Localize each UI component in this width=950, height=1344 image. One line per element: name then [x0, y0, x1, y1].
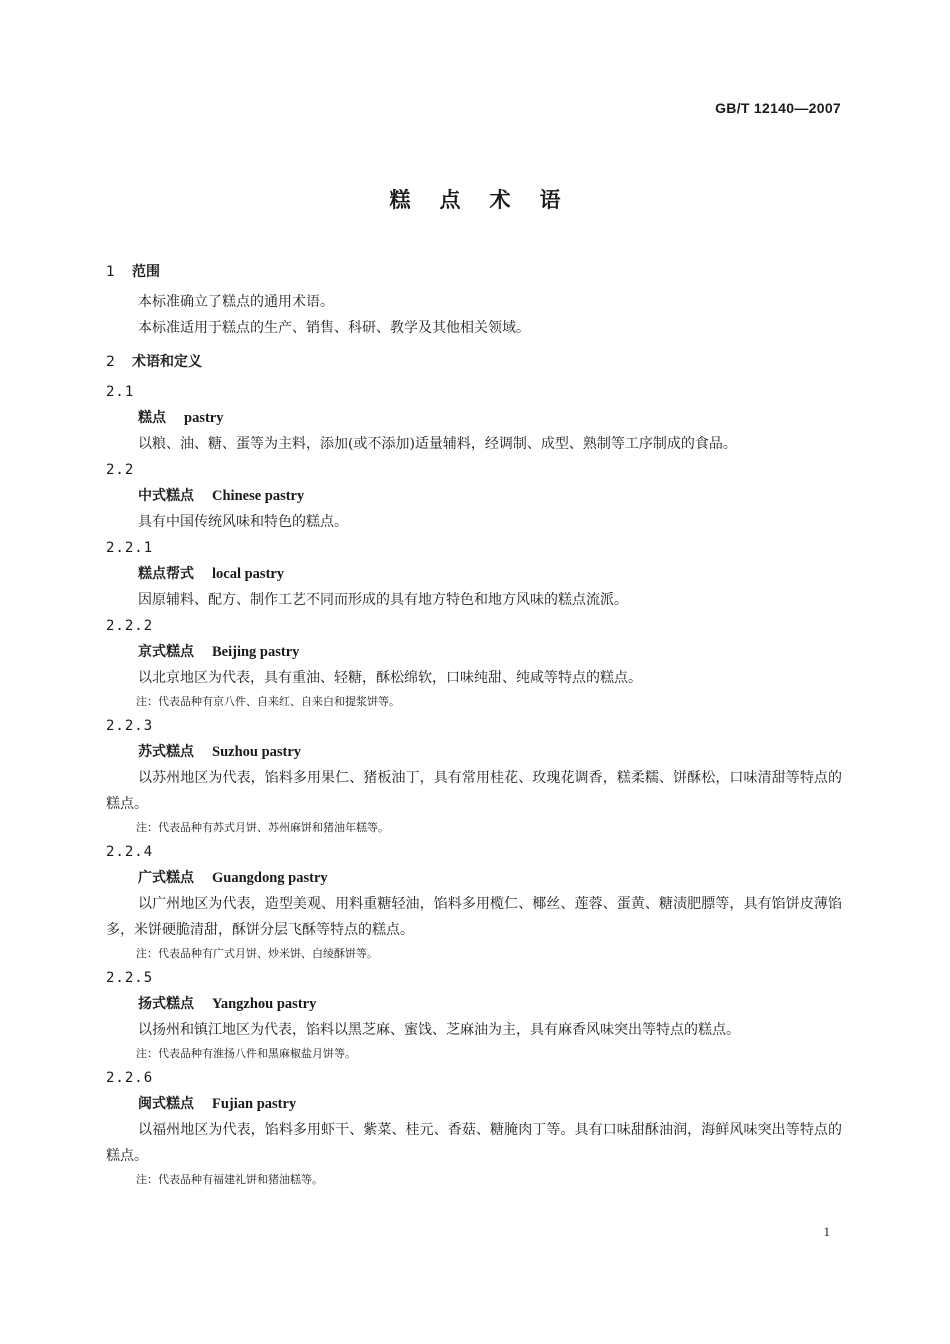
term-definition: 以北京地区为代表，具有重油、轻糖，酥松绵软，口味纯甜、纯咸等特点的糕点。 — [138, 670, 642, 686]
term-number: 2.2.6 — [106, 1070, 154, 1086]
term-name — [106, 483, 842, 509]
term-number: 2.2.2 — [106, 618, 154, 634]
term-name — [106, 639, 842, 665]
term-name — [106, 561, 842, 587]
term-entry — [106, 613, 842, 713]
term-entry — [106, 965, 842, 1065]
term-definition: 以扬州和镇江地区为代表，馅料以黑芝麻、蜜饯、芝麻油为主，具有麻香风味突出等特点的糕点。 — [138, 1022, 740, 1038]
term-name — [106, 739, 842, 765]
term-entry — [106, 1065, 842, 1191]
term-note: 注：代表品种有福建礼饼和猪油糕等。 — [136, 1173, 323, 1186]
term-definition: 具有中国传统风味和特色的糕点。 — [138, 514, 348, 530]
term-note: 注：代表品种有苏式月饼、苏州麻饼和猪油年糕等。 — [136, 821, 389, 834]
term-entry — [106, 839, 842, 965]
term-definition: 因原辅料、配方、制作工艺不同而形成的具有地方特色和地方风味的糕点流派。 — [138, 592, 628, 608]
term-english: Beijing pastry — [212, 644, 300, 660]
term-english: Fujian pastry — [212, 1096, 297, 1112]
section-heading — [106, 351, 842, 373]
term-note: 注：代表品种有广式月饼、炒米饼、白绫酥饼等。 — [136, 947, 378, 960]
term-entries — [106, 379, 842, 1191]
term-english: Guangdong pastry — [212, 870, 328, 886]
term-english: Yangzhou pastry — [212, 996, 317, 1012]
term-chinese: 京式糕点 — [138, 644, 194, 660]
term-english: Suzhou pastry — [212, 744, 302, 760]
term-number: 2.2 — [106, 462, 135, 478]
paragraph: 本标准确立了糕点的通用术语。 — [138, 294, 334, 310]
term-chinese: 中式糕点 — [138, 488, 194, 504]
document-body — [106, 261, 842, 1191]
standard-code: GB/T 12140—2007 — [715, 100, 841, 116]
term-name — [106, 1091, 842, 1117]
section-terms — [106, 351, 842, 373]
section-number: 2 — [106, 354, 115, 370]
term-note: 注：代表品种有淮扬八件和黑麻椒盐月饼等。 — [136, 1047, 356, 1060]
term-english: Chinese pastry — [212, 488, 305, 504]
term-name — [106, 405, 842, 431]
term-definition: 以粮、油、糖、蛋等为主料，添加(或不添加)适量辅料，经调制、成型、熟制等工序制成的食品。 — [138, 436, 737, 452]
term-number: 2.2.4 — [106, 844, 154, 860]
term-chinese: 广式糕点 — [138, 870, 194, 886]
section-heading — [106, 261, 842, 283]
section-title: 术语和定义 — [132, 354, 202, 370]
term-chinese: 扬式糕点 — [138, 996, 194, 1012]
term-chinese: 闽式糕点 — [138, 1096, 194, 1112]
term-english: pastry — [184, 410, 224, 426]
term-chinese: 苏式糕点 — [138, 744, 194, 760]
term-entry — [106, 535, 842, 613]
term-definition: 以广州地区为代表，造型美观、用料重糖轻油，馅料多用榄仁、椰丝、莲蓉、蛋黄、糖渍肥膘等，具有馅饼皮薄馅多，米饼硬脆清甜，酥饼分层飞酥等特点的糕点。 — [106, 896, 842, 938]
term-number: 2.2.1 — [106, 540, 154, 556]
term-chinese: 糕点帮式 — [138, 566, 194, 582]
term-number: 2.2.5 — [106, 970, 154, 986]
section-scope — [106, 261, 842, 341]
term-chinese: 糕点 — [138, 410, 166, 426]
paragraph: 本标准适用于糕点的生产、销售、科研、教学及其他相关领域。 — [138, 320, 530, 336]
document-title: 糕点术语 — [389, 188, 590, 212]
page-number: 1 — [823, 1224, 830, 1239]
term-definition: 以苏州地区为代表，馅料多用果仁、猪板油丁，具有常用桂花、玫瑰花调香，糕柔糯、饼酥松，口味清甜等特点的糕点。 — [106, 770, 842, 812]
term-number: 2.2.3 — [106, 718, 154, 734]
term-number: 2.1 — [106, 384, 135, 400]
term-definition: 以福州地区为代表，馅料多用虾干、紫菜、桂元、香菇、糖腌肉丁等。具有口味甜酥油润，海鲜风味突出等特点的糕点。 — [106, 1122, 842, 1164]
term-name — [106, 991, 842, 1017]
section-number: 1 — [106, 264, 115, 280]
section-title: 范围 — [132, 264, 160, 280]
term-english: local pastry — [212, 566, 285, 582]
term-entry — [106, 713, 842, 839]
term-entry — [106, 379, 842, 457]
term-entry — [106, 457, 842, 535]
term-note: 注：代表品种有京八件、自来红、自来白和提浆饼等。 — [136, 695, 400, 708]
term-name — [106, 865, 842, 891]
